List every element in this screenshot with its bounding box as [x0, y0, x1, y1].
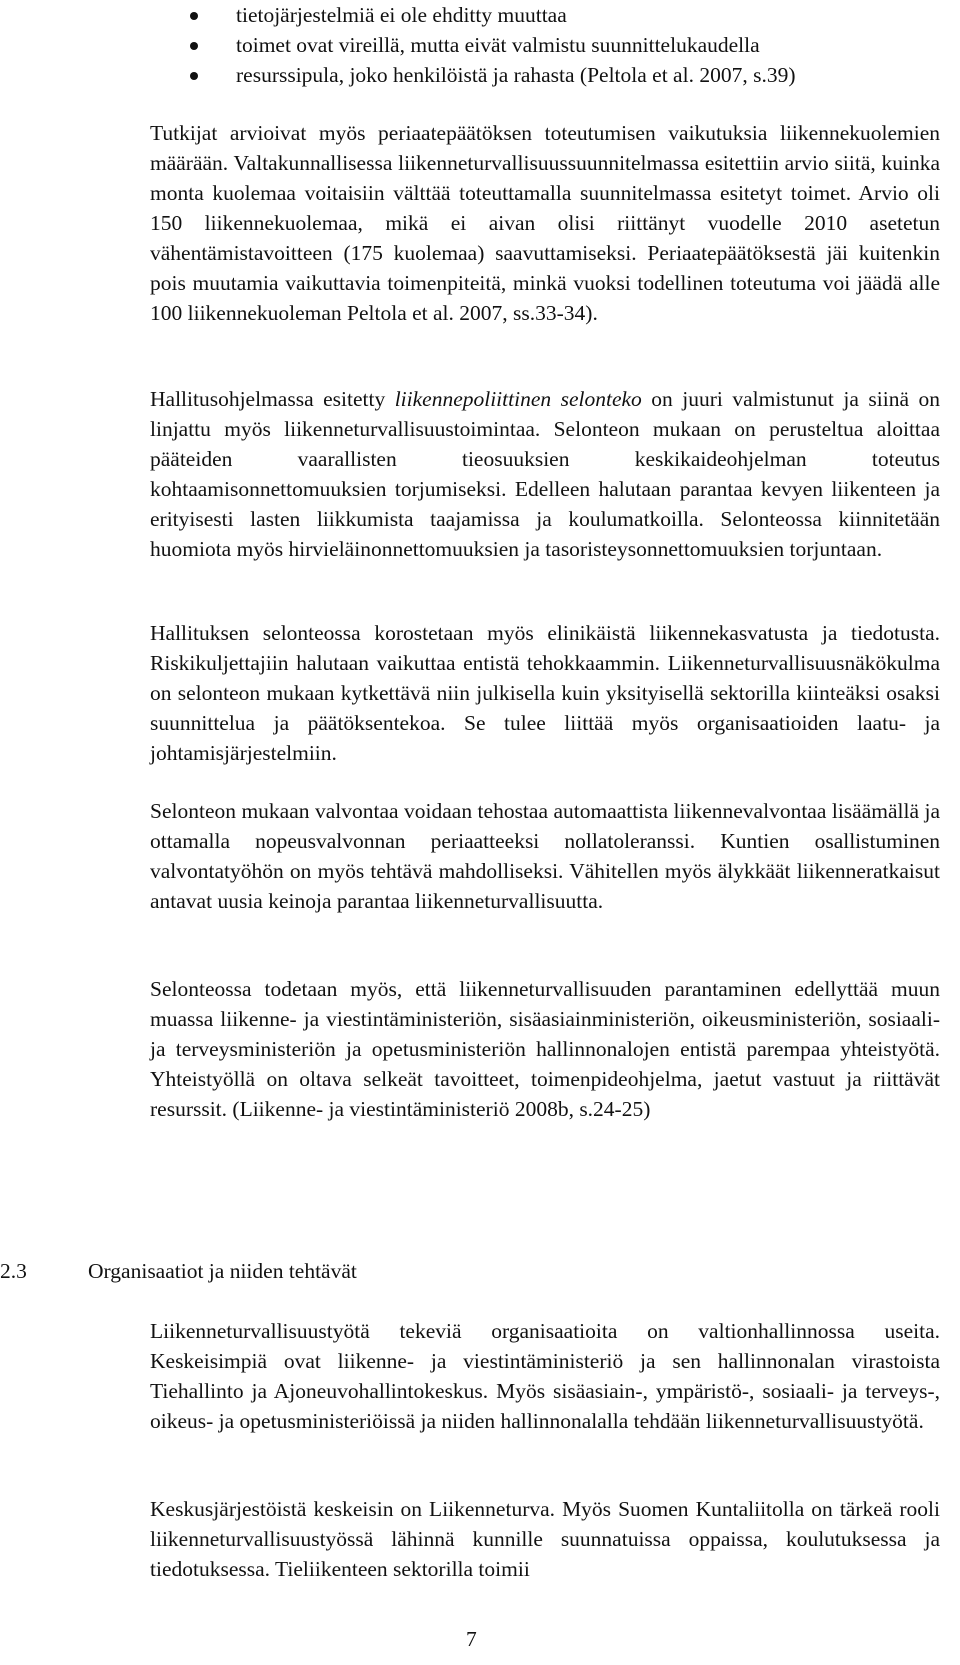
bullet-icon — [190, 12, 198, 20]
list-item — [150, 30, 940, 60]
paragraph-organisations: Liikenneturvallisuustyötä tekeviä organisaatioita on valtionhallinnossa useita. Keskeisimpiä ovat liikenne- ja viestintäministeriö ja sen hallinnonalan virastoista Tiehallinto ja Ajoneuvohallintokeskus. Myös sisäasiain-, ympäristö-, sosiaali- ja terveys-, oikeus- ja opetusministeriöissä ja niiden hallinnonalalla tehdään liikenneturvallisuustyötä. — [150, 1319, 940, 1433]
paragraph-traffic-education: Hallituksen selonteossa korostetaan myös elinikäistä liikennekasvatusta ja tiedotusta. Riskikuljettajiin halutaan vaikuttaa entistä tehokkaammin. Liikenneturvallisuusnäkökulma on selonteon mukaan kytkettävä niin julkisella kuin yksityisellä sektorilla kiinteäksi osaksi suunnittelua ja päätöksentekoa. Se tulee liittää myös organisaatioiden laatu- ja johtamisjärjestelmiin. — [150, 621, 940, 765]
paragraph-central-organisations: Keskusjärjestöistä keskeisin on Liikenneturva. Myös Suomen Kuntaliitolla on tärkeä rooli liikenneturvallisuustyössä lähinnä kunnille suunnatuissa oppaissa, koulutuksessa ja tiedotuksessa. Tieliikenteen sektorilla toimii — [150, 1497, 940, 1581]
paragraph-text: on juuri valmistunut ja siinä on linjattu myös liikenneturvallisuustoimintaa. Selonteon mukaan on perusteltua aloittaa pääteiden vaarallisten tieosuuksien keskikaideohjelman toteutus kohtaamisonnettomuuksien torjumiseksi. Edelleen halutaan parantaa kevyen liikenteen ja erityisesti lasten liikkumista taajamissa ja koulumatkoilla. Selonteossa kiinnitetään huomiota myös hirvieläinonnettomuuksien ja tasoristeysonnettomuuksien torjuntaan. — [150, 387, 940, 561]
paragraph-text: Hallitusohjelmassa esitetty — [150, 387, 395, 411]
section-title: Organisaatiot ja niiden tehtävät — [88, 1259, 357, 1283]
section-number: 2.3 — [0, 1259, 27, 1283]
bullet-icon — [190, 42, 198, 50]
list-item — [150, 60, 940, 90]
list-item-text: toimet ovat vireillä, mutta eivät valmistu suunnittelukaudella — [236, 33, 760, 57]
list-item-text: resurssipula, joko henkilöistä ja rahasta (Peltola et al. 2007, s.39) — [236, 63, 796, 87]
list-item — [150, 0, 940, 30]
paragraph-enforcement: Selonteon mukaan valvontaa voidaan tehostaa automaattista liikennevalvontaa lisäämällä ja ottamalla nopeusvalvonnan periaatteeksi nollatoleranssi. Kuntien osallistuminen valvontatyöhön on myös tehtävä mahdolliseksi. Vähitellen myös älykkäät liikenneratkaisut antavat uusia keinoja parantaa liikenneturvallisuutta. — [150, 799, 940, 913]
paragraph-cooperation: Selonteossa todetaan myös, että liikenneturvallisuuden parantaminen edellyttää muun muassa liikenne- ja viestintäministeriön, sisäasiainministeriön, oikeusministeriön, sosiaali- ja terveysministeriön ja opetusministeriön hallinnonalojen entistä parempaa yhteistyötä. Yhteistyöllä on oltava selkeät tavoitteet, toimenpideohjelma, jaetut vastuut ja riittävät resurssit. (Liikenne- ja viestintäministeriö 2008b, s.24-25) — [150, 977, 940, 1121]
paragraph-government-programme — [150, 384, 940, 564]
report-title-italic: liikennepoliittinen selonteko — [394, 387, 642, 411]
list-item-text: tietojärjestelmiä ei ole ehditty muuttaa — [236, 3, 567, 27]
paragraph-impact-assessment: Tutkijat arvioivat myös periaatepäätöksen toteutumisen vaikutuksia liikennekuolemien määrään. Valtakunnallisessa liikenneturvallisuussuunnitelmassa esitettiin arvio siitä, kuinka monta kuolemaa voitaisiin välttää toteuttamalla suunnitelmassa esitetyt toimet. Arvio oli 150 liikennekuolemaa, mikä ei aivan olisi riittänyt vuodelle 2010 asetetun vähentämistavoitteen (175 kuolemaa) saavuttamiseksi. Periaatepäätöksestä jäi kuitenkin pois muutamia vaikuttavia toimenpiteitä, minkä vuoksi todellinen toteutuma voi jäädä alle 100 liikennekuoleman Peltola et al. 2007, ss.33-34). — [150, 121, 940, 325]
bullet-icon — [190, 72, 198, 80]
page-number: 7 — [466, 1627, 477, 1651]
bullet-list — [150, 0, 940, 90]
